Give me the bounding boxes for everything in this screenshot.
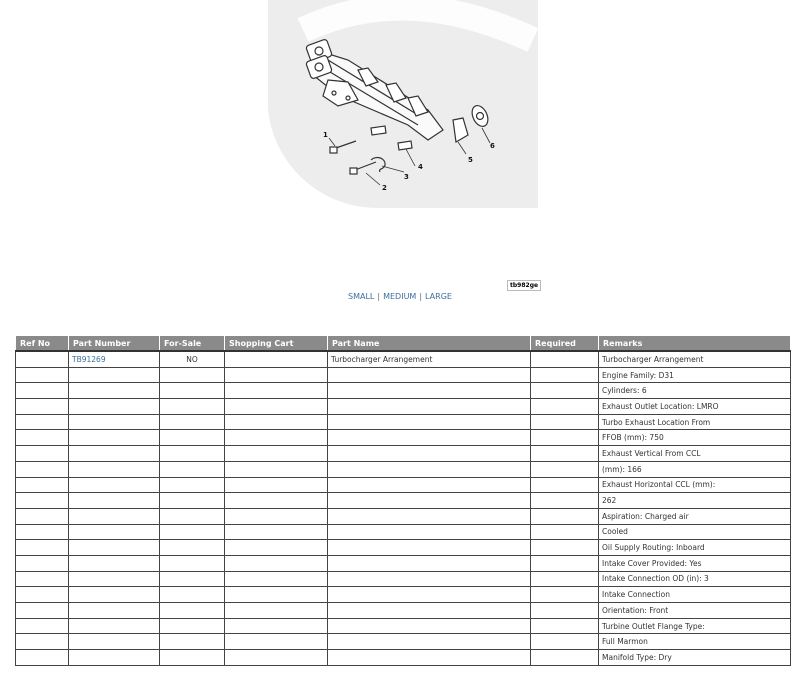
table-row	[16, 524, 791, 540]
cell-required	[531, 383, 599, 399]
cell-required	[531, 555, 599, 571]
cell-remarks: Cooled	[599, 524, 791, 540]
cell-required	[531, 493, 599, 509]
cell-ref-no	[16, 477, 69, 493]
cell-shopping-cart	[225, 603, 328, 619]
cell-ref-no	[16, 383, 69, 399]
cell-for-sale	[160, 446, 225, 462]
cell-remarks: (mm): 166	[599, 461, 791, 477]
table-row	[16, 493, 791, 509]
header-required: Required	[531, 336, 599, 352]
exhaust-manifold-illustration	[268, 0, 538, 210]
cell-ref-no	[16, 446, 69, 462]
cell-for-sale	[160, 493, 225, 509]
cell-for-sale	[160, 618, 225, 634]
cell-ref-no	[16, 540, 69, 556]
cell-part-name	[328, 587, 531, 603]
cell-part-number	[69, 351, 160, 367]
cell-remarks: Manifold Type: Dry	[599, 650, 791, 666]
cell-part-name	[328, 524, 531, 540]
cell-part-number	[69, 555, 160, 571]
table-row	[16, 555, 791, 571]
table-row	[16, 634, 791, 650]
cell-part-number	[69, 618, 160, 634]
cell-required	[531, 399, 599, 415]
table-row	[16, 461, 791, 477]
callout-2: 2	[382, 184, 387, 192]
cell-part-name	[328, 383, 531, 399]
cell-shopping-cart	[225, 524, 328, 540]
cell-required	[531, 587, 599, 603]
cell-remarks: FFOB (mm): 750	[599, 430, 791, 446]
table-row	[16, 446, 791, 462]
cell-part-number	[69, 603, 160, 619]
cell-required	[531, 618, 599, 634]
cell-shopping-cart	[225, 351, 328, 367]
table-header-row	[16, 336, 791, 352]
cell-shopping-cart	[225, 555, 328, 571]
cell-required	[531, 414, 599, 430]
cell-part-number	[69, 587, 160, 603]
cell-part-number	[69, 461, 160, 477]
cell-for-sale	[160, 367, 225, 383]
cell-shopping-cart	[225, 461, 328, 477]
callout-6: 6	[490, 142, 495, 150]
cell-required	[531, 477, 599, 493]
cell-ref-no	[16, 461, 69, 477]
cell-shopping-cart	[225, 399, 328, 415]
table-row	[16, 367, 791, 383]
cell-shopping-cart	[225, 383, 328, 399]
separator: |	[419, 292, 423, 301]
separator: |	[377, 292, 381, 301]
cell-part-number	[69, 540, 160, 556]
cell-shopping-cart	[225, 493, 328, 509]
table-row	[16, 508, 791, 524]
cell-required	[531, 430, 599, 446]
cell-shopping-cart	[225, 571, 328, 587]
cell-shopping-cart	[225, 587, 328, 603]
cell-part-number	[69, 367, 160, 383]
cell-ref-no	[16, 414, 69, 430]
header-shopping-cart: Shopping Cart	[225, 336, 328, 352]
cell-shopping-cart	[225, 446, 328, 462]
cell-remarks: Turbine Outlet Flange Type:	[599, 618, 791, 634]
cell-part-name	[328, 430, 531, 446]
cell-required	[531, 367, 599, 383]
cell-for-sale	[160, 571, 225, 587]
table-row	[16, 399, 791, 415]
table-row	[16, 351, 791, 367]
cell-part-number	[69, 446, 160, 462]
cell-part-number	[69, 399, 160, 415]
part-number-link[interactable]: TB91269	[72, 354, 106, 364]
cell-ref-no	[16, 493, 69, 509]
cell-shopping-cart	[225, 367, 328, 383]
cell-ref-no	[16, 555, 69, 571]
table-row	[16, 571, 791, 587]
cell-for-sale	[160, 461, 225, 477]
cell-shopping-cart	[225, 650, 328, 666]
cell-part-name	[328, 367, 531, 383]
table-row	[16, 430, 791, 446]
cell-required	[531, 650, 599, 666]
cell-part-name	[328, 493, 531, 509]
cell-remarks: Turbo Exhaust Location From	[599, 414, 791, 430]
cell-part-number	[69, 508, 160, 524]
cell-for-sale	[160, 603, 225, 619]
cell-remarks: Turbocharger Arrangement	[599, 351, 791, 367]
cell-remarks: Exhaust Vertical From CCL	[599, 446, 791, 462]
cell-part-number	[69, 571, 160, 587]
cell-required	[531, 571, 599, 587]
cell-remarks: Oil Supply Routing: Inboard	[599, 540, 791, 556]
table-row	[16, 414, 791, 430]
table-row	[16, 477, 791, 493]
cell-remarks: Aspiration: Charged air	[599, 508, 791, 524]
header-ref-no: Ref No	[16, 336, 69, 352]
cell-required	[531, 540, 599, 556]
cell-ref-no	[16, 430, 69, 446]
cell-remarks: Orientation: Front	[599, 603, 791, 619]
cell-part-name	[328, 650, 531, 666]
cell-for-sale	[160, 430, 225, 446]
header-part-name: Part Name	[328, 336, 531, 352]
cell-shopping-cart	[225, 618, 328, 634]
cell-remarks: Intake Connection	[599, 587, 791, 603]
cell-for-sale	[160, 587, 225, 603]
cell-shopping-cart	[225, 540, 328, 556]
cell-shopping-cart	[225, 430, 328, 446]
cell-part-number	[69, 414, 160, 430]
cell-for-sale	[160, 399, 225, 415]
cell-for-sale	[160, 477, 225, 493]
cell-part-name	[328, 414, 531, 430]
table-row	[16, 603, 791, 619]
cell-remarks: Full Marmon	[599, 634, 791, 650]
cell-for-sale	[160, 650, 225, 666]
cell-ref-no	[16, 650, 69, 666]
size-small-link[interactable]: SMALL	[348, 292, 375, 301]
cell-part-number	[69, 383, 160, 399]
cell-part-name	[328, 618, 531, 634]
callout-5: 5	[468, 156, 473, 164]
cell-part-name	[328, 603, 531, 619]
cell-required	[531, 351, 599, 367]
cell-ref-no	[16, 367, 69, 383]
cell-required	[531, 603, 599, 619]
cell-part-number	[69, 430, 160, 446]
header-remarks: Remarks	[599, 336, 791, 352]
cell-part-number	[69, 524, 160, 540]
parts-table	[15, 335, 791, 666]
cell-ref-no	[16, 351, 69, 367]
cell-shopping-cart	[225, 508, 328, 524]
cell-remarks: Engine Family: D31	[599, 367, 791, 383]
table-row	[16, 383, 791, 399]
cell-part-number	[69, 477, 160, 493]
cell-shopping-cart	[225, 477, 328, 493]
cell-part-name	[328, 540, 531, 556]
cell-required	[531, 508, 599, 524]
cell-for-sale	[160, 508, 225, 524]
cell-remarks: Exhaust Horizontal CCL (mm):	[599, 477, 791, 493]
cell-for-sale	[160, 540, 225, 556]
image-size-links	[0, 292, 800, 301]
table-row	[16, 650, 791, 666]
cell-ref-no	[16, 571, 69, 587]
size-large-link[interactable]: LARGE	[425, 292, 452, 301]
cell-for-sale	[160, 634, 225, 650]
cell-remarks: Intake Connection OD (in): 3	[599, 571, 791, 587]
cell-remarks: Exhaust Outlet Location: LMRO	[599, 399, 791, 415]
cell-part-name	[328, 446, 531, 462]
cell-remarks: Intake Cover Provided: Yes	[599, 555, 791, 571]
callout-4: 4	[418, 163, 423, 171]
table-row	[16, 587, 791, 603]
cell-required	[531, 461, 599, 477]
cell-ref-no	[16, 634, 69, 650]
cell-part-number	[69, 634, 160, 650]
cell-ref-no	[16, 524, 69, 540]
callout-3: 3	[404, 173, 409, 181]
cell-required	[531, 446, 599, 462]
cell-ref-no	[16, 618, 69, 634]
parts-diagram	[268, 0, 538, 210]
cell-for-sale: NO	[160, 351, 225, 367]
cell-for-sale	[160, 414, 225, 430]
cell-remarks: Cylinders: 6	[599, 383, 791, 399]
cell-remarks: 262	[599, 493, 791, 509]
table-row	[16, 540, 791, 556]
cell-part-name	[328, 634, 531, 650]
diagram-code-label: tb982ge	[507, 280, 541, 291]
header-part-number: Part Number	[69, 336, 160, 352]
cell-shopping-cart	[225, 634, 328, 650]
cell-ref-no	[16, 587, 69, 603]
cell-part-name	[328, 571, 531, 587]
cell-part-name	[328, 555, 531, 571]
cell-for-sale	[160, 555, 225, 571]
cell-shopping-cart	[225, 414, 328, 430]
cell-ref-no	[16, 508, 69, 524]
cell-part-name	[328, 508, 531, 524]
cell-part-name	[328, 477, 531, 493]
cell-part-name: Turbocharger Arrangement	[328, 351, 531, 367]
size-medium-link[interactable]: MEDIUM	[383, 292, 417, 301]
cell-part-name	[328, 399, 531, 415]
cell-required	[531, 634, 599, 650]
cell-for-sale	[160, 383, 225, 399]
cell-for-sale	[160, 524, 225, 540]
cell-part-number	[69, 493, 160, 509]
cell-part-name	[328, 461, 531, 477]
cell-ref-no	[16, 399, 69, 415]
cell-part-number	[69, 650, 160, 666]
header-for-sale: For-Sale	[160, 336, 225, 352]
table-row	[16, 618, 791, 634]
cell-ref-no	[16, 603, 69, 619]
cell-required	[531, 524, 599, 540]
callout-1: 1	[323, 131, 328, 139]
